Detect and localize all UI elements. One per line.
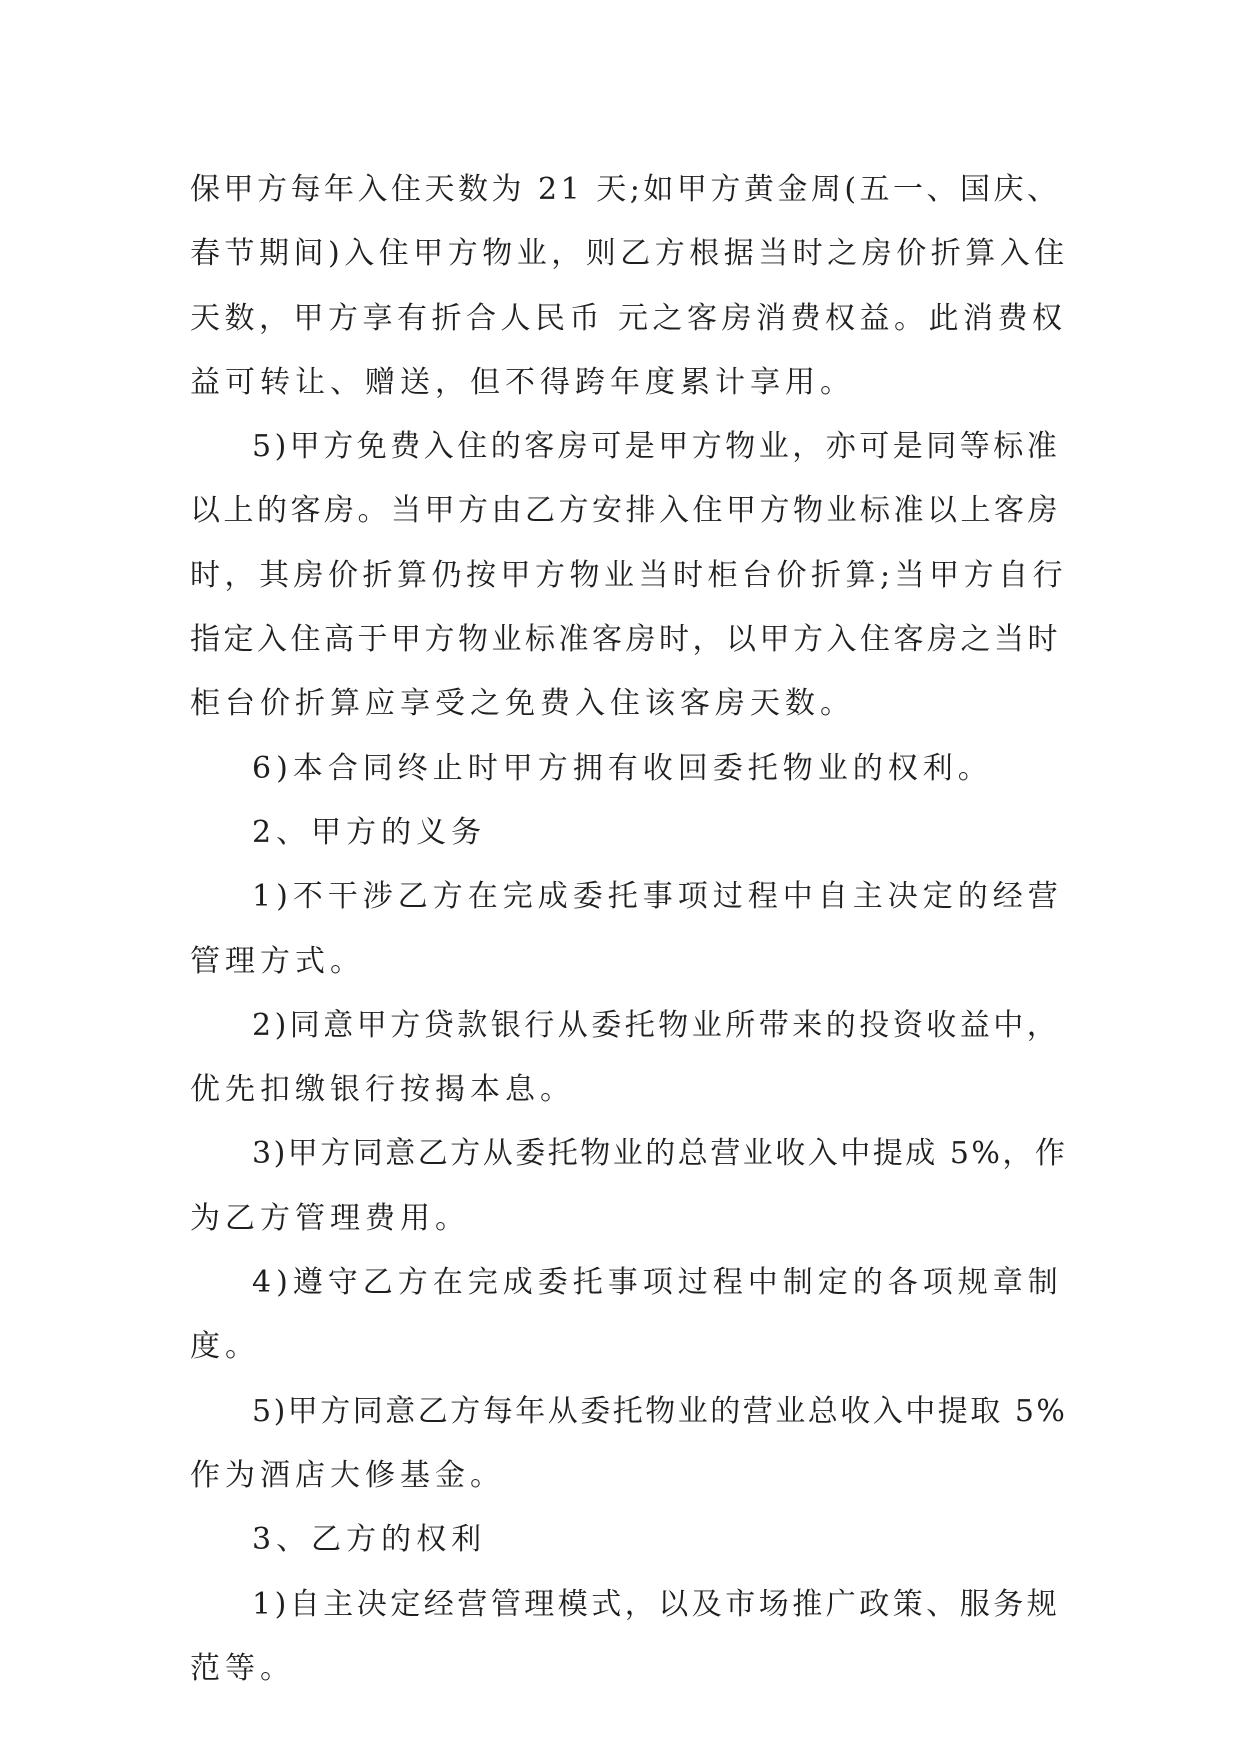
text-line: 4)遵守乙方在完成委托事项过程中制定的各项规章制	[252, 1265, 1063, 1301]
text-line: 优先扣缴银行按揭本息。	[190, 1072, 575, 1108]
text-line: 柜台价折算应享受之免费入住该客房天数。	[190, 686, 855, 722]
text-line: 作为酒店大修基金。	[190, 1457, 505, 1493]
text-line: 保甲方每年入住天数为 21 天;如甲方黄金周(五一、国庆、	[190, 172, 1061, 207]
text-line: 以上的客房。当甲方由乙方安排入住甲方物业标准以上客房	[190, 493, 1061, 529]
text-line: 度。	[190, 1329, 260, 1365]
text-line: 5)甲方同意乙方每年从委托物业的营业总收入中提取 5%	[252, 1393, 1068, 1429]
text-line: 管理方式。	[190, 943, 365, 979]
text-line: 为乙方管理费用。	[190, 1200, 470, 1236]
section-heading: 2、甲方的义务	[252, 814, 487, 850]
text-line: 2)同意甲方贷款银行从委托物业所带来的投资收益中，	[252, 1007, 1061, 1043]
text-line: 益可转让、赠送，但不得跨年度累计享用。	[190, 364, 855, 400]
text-line: 春节期间)入住甲方物业，则乙方根据当时之房价折算入住	[190, 236, 1069, 272]
text-line: 5)甲方免费入住的客房可是甲方物业，亦可是同等标准	[252, 429, 1061, 465]
text-line: 1)不干涉乙方在完成委托事项过程中自主决定的经营	[252, 879, 1063, 915]
section-heading: 3、乙方的权利	[252, 1522, 487, 1558]
text-line: 1)自主决定经营管理模式，以及市场推广政策、服务规	[252, 1586, 1061, 1622]
document-body	[190, 158, 1070, 1701]
text-line: 指定入住高于甲方物业标准客房时，以甲方入住客房之当时	[190, 622, 1061, 658]
text-line: 天数，甲方享有折合人民币 元之客房消费权益。此消费权	[190, 300, 1067, 336]
text-line: 3)甲方同意乙方从委托物业的总营业收入中提成 5%，作	[252, 1136, 1068, 1172]
text-line: 范等。	[190, 1650, 295, 1686]
text-line: 6)本合同终止时甲方拥有收回委托物业的权利。	[252, 750, 993, 786]
text-line: 时，其房价折算仍按甲方物业当时柜台价折算;当甲方自行	[190, 557, 1068, 593]
